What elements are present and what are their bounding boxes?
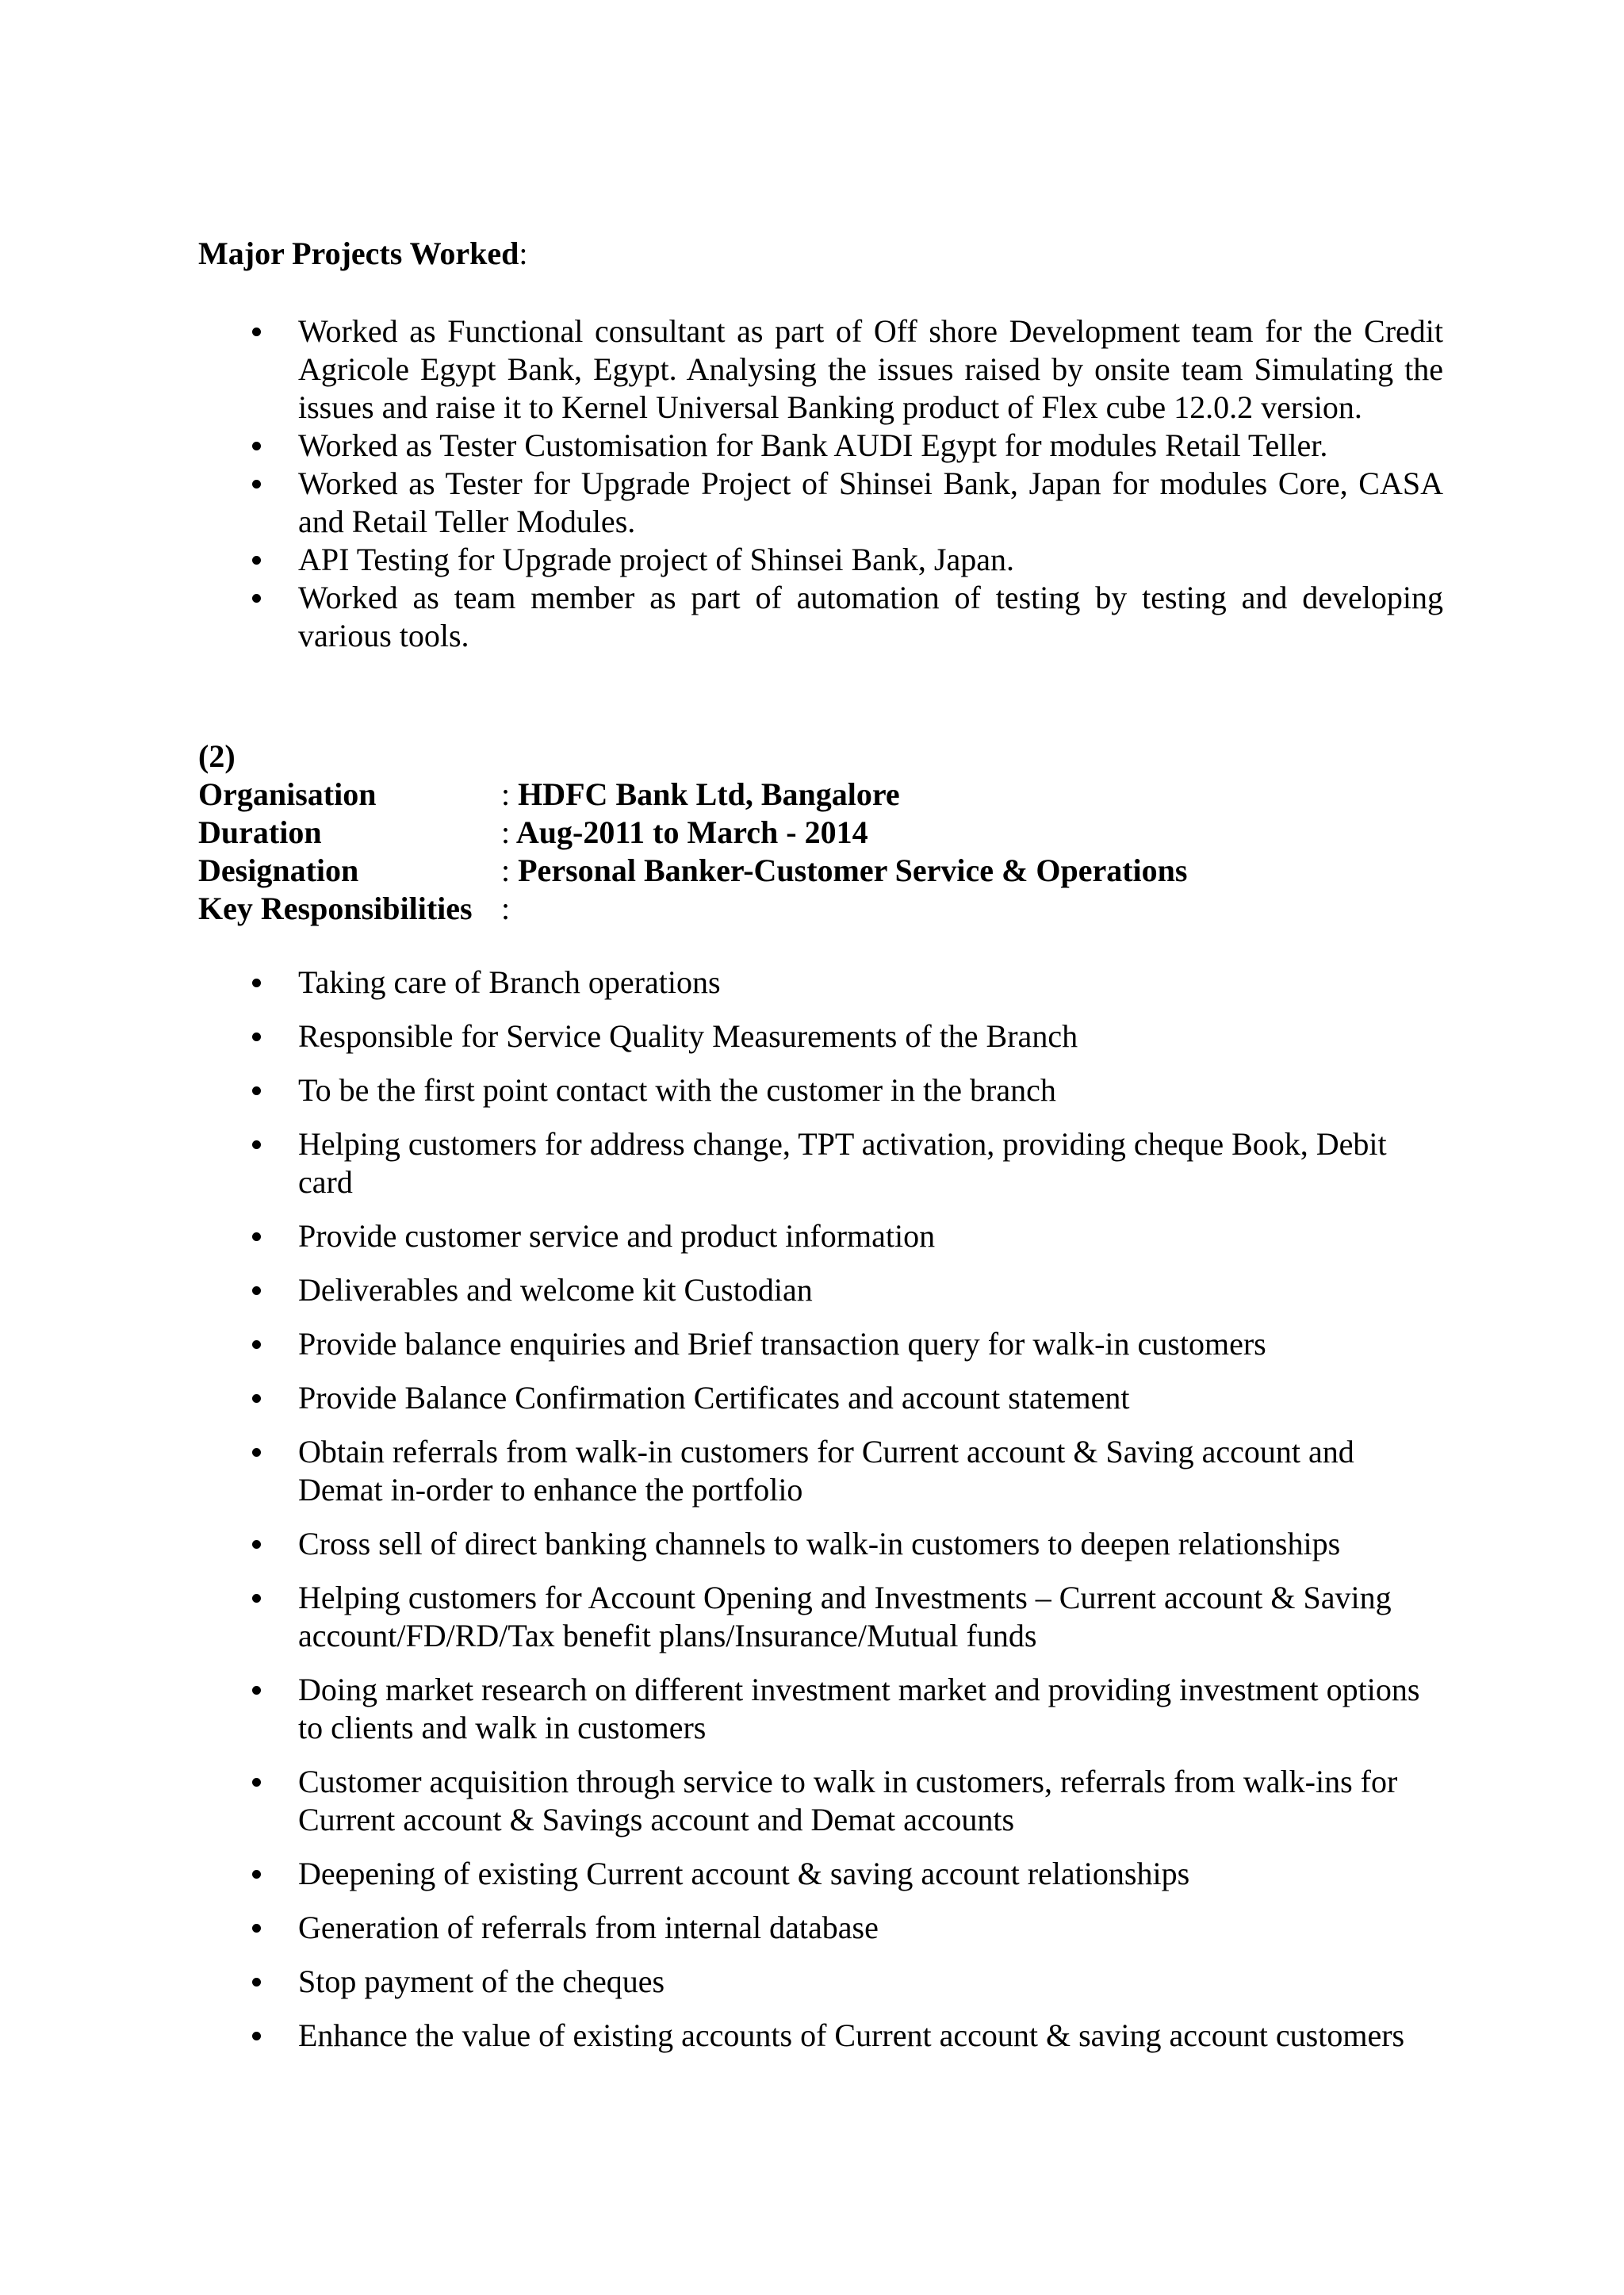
colon: :	[501, 814, 511, 850]
responsibility-text: Deepening of existing Current account & saving account relationships	[298, 1856, 1190, 1891]
responsibility-text: Generation of referrals from internal database	[298, 1910, 879, 1945]
bullet-icon	[252, 1340, 261, 1349]
bullet-icon	[252, 480, 261, 489]
list-item	[198, 1579, 1443, 1655]
bullet-icon	[252, 2032, 261, 2040]
responsibility-text: To be the first point contact with the customer in the branch	[298, 1072, 1056, 1108]
organisation-value-wrap	[501, 776, 900, 814]
list-item	[198, 1325, 1443, 1363]
heading-text: Major Projects Worked	[198, 236, 519, 271]
project-text: Worked as team member as part of automation of testing by testing and developing various tools.	[298, 580, 1443, 653]
bullet-icon	[252, 1086, 261, 1095]
organisation-value: HDFC Bank Ltd, Bangalore	[518, 776, 900, 812]
colon: :	[501, 891, 511, 926]
list-item	[198, 1271, 1443, 1309]
designation-label: Designation	[198, 852, 359, 888]
section-number: (2)	[198, 738, 236, 774]
list-item	[198, 312, 1443, 427]
responsibilities-label: Key Responsibilities	[198, 891, 473, 926]
colon: :	[501, 776, 511, 812]
projects-list	[198, 312, 1443, 655]
bullet-icon	[252, 328, 261, 336]
responsibility-text: Responsible for Service Quality Measurements of the Branch	[298, 1018, 1078, 1054]
bullet-icon	[252, 1232, 261, 1241]
duration-row	[198, 814, 1187, 852]
list-item	[198, 1855, 1443, 1893]
bullet-icon	[252, 1140, 261, 1149]
responsibilities-value-wrap	[501, 890, 510, 928]
list-item	[198, 541, 1443, 579]
employment-details	[198, 776, 1187, 928]
section-heading	[198, 235, 527, 273]
responsibilities-row	[198, 890, 1187, 928]
designation-value: Personal Banker-Customer Service & Operations	[518, 852, 1188, 888]
bullet-icon	[252, 1033, 261, 1041]
list-item	[198, 2017, 1443, 2055]
responsibility-text: Helping customers for Account Opening and Investments – Current account & Saving account/FD/RD/Tax benefit plans/Insurance/Mutual funds	[298, 1580, 1392, 1653]
list-item	[198, 427, 1443, 465]
list-item	[198, 1763, 1443, 1839]
list-item	[198, 1909, 1443, 1947]
bullet-icon	[252, 1540, 261, 1549]
bullet-icon	[252, 1394, 261, 1403]
responsibility-text: Deliverables and welcome kit Custodian	[298, 1272, 813, 1308]
colon: :	[501, 852, 511, 888]
organisation-row	[198, 776, 1187, 814]
bullet-icon	[252, 1870, 261, 1879]
list-item	[198, 964, 1443, 1002]
bullet-icon	[252, 1286, 261, 1295]
list-item	[198, 1017, 1443, 1056]
responsibility-text: Customer acquisition through service to walk in customers, referrals from walk-ins for Current account & Savings account and Demat accounts	[298, 1764, 1398, 1837]
responsibility-text: Enhance the value of existing accounts of Current account & saving account customers	[298, 2017, 1405, 2053]
organisation-label: Organisation	[198, 776, 377, 812]
project-text: Worked as Tester Customisation for Bank AUDI Egypt for modules Retail Teller.	[298, 427, 1328, 463]
responsibility-text: Doing market research on different investment market and providing investment options to clients and walk in customers	[298, 1672, 1420, 1745]
list-item	[198, 1217, 1443, 1255]
project-text: API Testing for Upgrade project of Shinsei Bank, Japan.	[298, 542, 1014, 577]
responsibility-text: Provide Balance Confirmation Certificates and account statement	[298, 1380, 1130, 1416]
bullet-icon	[252, 594, 261, 603]
list-item	[198, 579, 1443, 655]
responsibility-text: Cross sell of direct banking channels to walk-in customers to deepen relationships	[298, 1526, 1341, 1561]
bullet-icon	[252, 1924, 261, 1933]
list-item	[198, 1525, 1443, 1563]
bullet-icon	[252, 1448, 261, 1457]
list-item	[198, 1963, 1443, 2001]
responsibility-text: Stop payment of the cheques	[298, 1964, 665, 1999]
bullet-icon	[252, 556, 261, 565]
duration-value-wrap	[501, 814, 868, 852]
list-item	[198, 465, 1443, 541]
designation-row	[198, 852, 1187, 890]
duration-value: Aug-2011 to March - 2014	[515, 814, 868, 850]
list-item	[198, 1671, 1443, 1747]
bullet-icon	[252, 1594, 261, 1603]
responsibility-text: Provide customer service and product information	[298, 1218, 936, 1254]
list-item	[198, 1379, 1443, 1417]
list-item	[198, 1125, 1443, 1201]
responsibilities-list	[198, 964, 1443, 2071]
responsibility-text: Helping customers for address change, TPT activation, providing cheque Book, Debit card	[298, 1126, 1387, 1200]
project-text: Worked as Tester for Upgrade Project of Shinsei Bank, Japan for modules Core, CASA and Retail Teller Modules.	[298, 466, 1443, 539]
bullet-icon	[252, 979, 261, 987]
list-item	[198, 1071, 1443, 1109]
heading-colon: :	[519, 236, 528, 271]
list-item	[198, 1433, 1443, 1509]
project-text: Worked as Functional consultant as part of Off shore Development team for the Credit Agricole Egypt Bank, Egypt. Analysing the issues raised by onsite team Simulating the issues and raise it to Kernel Universal Banking product of Flex cube 12.0.2 version.	[298, 313, 1443, 425]
responsibility-text: Provide balance enquiries and Brief transaction query for walk-in customers	[298, 1326, 1266, 1362]
bullet-icon	[252, 1978, 261, 1987]
responsibility-text: Obtain referrals from walk-in customers for Current account & Saving account and Demat in-order to enhance the portfolio	[298, 1434, 1354, 1508]
bullet-icon	[252, 442, 261, 450]
designation-value-wrap	[501, 852, 1187, 890]
bullet-icon	[252, 1778, 261, 1787]
duration-label: Duration	[198, 814, 322, 850]
responsibility-text: Taking care of Branch operations	[298, 964, 721, 1000]
bullet-icon	[252, 1686, 261, 1695]
